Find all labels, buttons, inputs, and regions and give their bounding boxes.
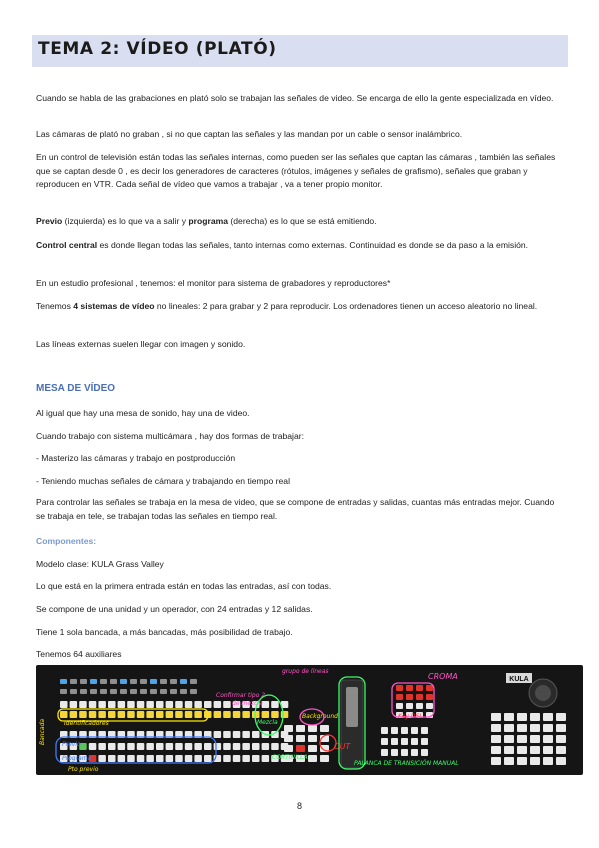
mixer-crosspoint-button xyxy=(79,701,87,708)
mixer-crosspoint-button xyxy=(89,701,97,708)
mixer-button-top xyxy=(130,679,137,684)
mixer-crosspoint-button xyxy=(242,743,250,750)
mixer-transition-button xyxy=(308,745,317,752)
mixer-transition-button xyxy=(308,755,317,762)
componentes-bancada: Tiene 1 sola bancada, a más bancadas, más posibilidad de trabajo. xyxy=(36,627,293,637)
paragraph-previo xyxy=(36,215,564,229)
mixer-crosspoint-button xyxy=(214,731,222,738)
mixer-panel-button xyxy=(543,713,553,721)
mesa-paragraph-2: Cuando trabajo con sistema multicámara , hay dos formas de trabajar: xyxy=(36,431,304,441)
annotation-confirmar: Confirmar tipo 2 xyxy=(216,692,266,699)
mixer-crosspoint-button xyxy=(166,701,174,708)
mixer-crosspoint-button xyxy=(204,743,212,750)
mixer-crosspoint-button xyxy=(175,701,183,708)
mixer-button-top xyxy=(140,689,147,694)
annotation-cortinilla: CORTINILLA xyxy=(272,754,308,761)
annotation-grupo-lineas: grupo de líneas xyxy=(282,668,329,675)
mixer-crosspoint-button xyxy=(118,701,126,708)
mixer-dsk-button xyxy=(411,749,418,756)
mixer-button-top xyxy=(100,689,107,694)
mixer-button-top xyxy=(60,689,67,694)
mixer-crosspoint-button xyxy=(185,711,193,718)
annotation-de-mezcla: de mezcla xyxy=(232,700,263,707)
mesa-paragraph-3: Para controlar las señales se trabaja en la mesa de video, que se compone de entradas y salidas, cuantas más entradas mejor. Cuando se trabaja en tele, se trabajan todas las señales en tiempo real. xyxy=(36,497,555,521)
mixer-panel-button xyxy=(543,757,553,765)
mixer-crosspoint-button xyxy=(194,743,202,750)
paragraph-estudio: En un estudio profesional , tenemos: el monitor para sistema de grabadores y reproductores* xyxy=(36,278,391,288)
mixer-keyer-button xyxy=(426,703,433,709)
mixer-crosspoint-button xyxy=(262,755,270,762)
brand-tag xyxy=(506,673,532,683)
mixer-crosspoint-button xyxy=(194,755,202,762)
annotation-key-dsl: Key DSL xyxy=(398,713,423,720)
sistemas-rest: no lineales: 2 para grabar y 2 para reproducir. Los ordenadores tienen un acceso aleatorio no lineal. xyxy=(154,301,538,311)
sistemas-bold: 4 sistemas de vídeo xyxy=(73,301,155,311)
mixer-crosspoint-button xyxy=(242,731,250,738)
mixer-keyer-button xyxy=(426,694,433,700)
mixer-crosspoint-button xyxy=(233,755,241,762)
paragraph-control: En un control de televisión están todas las señales internas, como pueden ser las señales que captan las cámaras , también las señales que se captan desde 0 , es decir los generadores de caracteres (rótulos, imágenes y señales de grafismo), señales que graban y reproducen en VTR. Cada señal de vídeo que vamos a trabajar , va a tener propio monitor. xyxy=(36,152,556,189)
mixer-crosspoint-button xyxy=(175,743,183,750)
mixer-crosspoint-button xyxy=(98,701,106,708)
mixer-keyer-button xyxy=(416,703,423,709)
mixer-crosspoint-button xyxy=(252,743,260,750)
mixer-keyer-button xyxy=(406,685,413,691)
mixer-crosspoint-button xyxy=(281,711,289,718)
mixer-crosspoint-button xyxy=(146,701,154,708)
previo-bold: Previo xyxy=(36,216,63,226)
mixer-transition-button xyxy=(296,735,305,742)
mixer-panel-button xyxy=(491,757,501,765)
mixer-keyer-button xyxy=(396,703,403,709)
mixer-keyer-button xyxy=(406,694,413,700)
componentes-unidad: Se compone de una unidad y un operador, con 24 entradas y 12 salidas. xyxy=(36,604,313,614)
title-bar xyxy=(32,35,568,67)
annotation-cut: CUT xyxy=(334,742,351,751)
mixer-keyer-button xyxy=(396,685,403,691)
mixer-dsk-button xyxy=(391,749,398,756)
annotation-bancada: Bancada xyxy=(39,718,46,745)
mixer-dsk-button xyxy=(421,738,428,745)
mixer-button-top xyxy=(60,679,67,684)
mixer-panel-button xyxy=(556,713,566,721)
mixer-crosspoint-button xyxy=(242,711,250,718)
mixer-panel-button xyxy=(530,757,540,765)
mixer-panel-button xyxy=(530,746,540,754)
mixer-crosspoint-button xyxy=(175,755,183,762)
mixer-crosspoint-button xyxy=(70,711,78,718)
mixer-dsk-button xyxy=(381,727,388,734)
annotation-previo: Previo xyxy=(62,741,81,748)
mixer-crosspoint-button xyxy=(137,711,145,718)
mixer-crosspoint-button xyxy=(108,711,116,718)
mixer-dsk-button xyxy=(421,727,428,734)
paragraph-sistemas xyxy=(36,300,564,314)
mixer-crosspoint-button xyxy=(118,743,126,750)
mixer-crosspoint-button xyxy=(262,743,270,750)
mixer-crosspoint-button xyxy=(194,711,202,718)
mixer-panel-button xyxy=(504,757,514,765)
mixer-panel-button xyxy=(543,735,553,743)
mixer-button-top xyxy=(160,689,167,694)
page-number: 8 xyxy=(296,801,302,811)
mixer-crosspoint-button xyxy=(166,755,174,762)
mixer-crosspoint-button xyxy=(89,711,97,718)
mixer-crosspoint-button xyxy=(118,711,126,718)
mixer-panel-button xyxy=(517,735,527,743)
mixer-crosspoint-button xyxy=(127,743,135,750)
mixer-crosspoint-button xyxy=(127,711,135,718)
mixer-dsk-button xyxy=(401,727,408,734)
previo-mid: (izquierda) es lo que va a salir y xyxy=(62,216,189,226)
mixer-crosspoint-button xyxy=(223,743,231,750)
mixer-crosspoint-button xyxy=(146,711,154,718)
mixer-crosspoint-button xyxy=(60,711,68,718)
mixer-crosspoint-button xyxy=(108,701,116,708)
mixer-crosspoint-button xyxy=(79,711,87,718)
mixer-transition-button xyxy=(308,735,317,742)
mixer-button-top xyxy=(150,689,157,694)
mixer-crosspoint-button xyxy=(262,711,270,718)
mixer-panel-button xyxy=(556,757,566,765)
mixer-crosspoint-button xyxy=(98,755,106,762)
video-mixer-photo xyxy=(36,665,583,775)
mixer-button-top xyxy=(190,679,197,684)
mixer-crosspoint-button xyxy=(137,755,145,762)
mixer-transition-button xyxy=(284,725,293,732)
paragraph-intro: Cuando se habla de las grabaciones en plató solo se trabajan las señales de video. Se encarga de ello la gente especializada en vídeo. xyxy=(36,93,554,103)
mixer-panel-button xyxy=(491,724,501,732)
mixer-panel-button xyxy=(504,746,514,754)
mixer-crosspoint-button xyxy=(127,701,135,708)
mixer-button-top xyxy=(70,679,77,684)
mixer-crosspoint-button xyxy=(214,701,222,708)
mixer-button-top xyxy=(140,679,147,684)
mixer-button-top xyxy=(130,689,137,694)
mixer-dsk-button xyxy=(381,738,388,745)
mixer-button-top xyxy=(180,689,187,694)
mixer-crosspoint-button xyxy=(156,743,164,750)
mixer-crosspoint-button xyxy=(175,711,183,718)
paragraph-lineas: Las líneas externas suelen llegar con imagen y sonido. xyxy=(36,339,246,349)
mixer-crosspoint-button xyxy=(98,711,106,718)
annotation-croma: CROMA xyxy=(428,672,458,681)
paragraph-camaras: Las cámaras de plató no graban , si no que captan las señales y las mandan por un cable o sensor inalámbrico. xyxy=(36,129,463,139)
mixer-panel-button xyxy=(543,746,553,754)
mixer-dsk-button xyxy=(411,727,418,734)
mixer-panel-button xyxy=(504,713,514,721)
mixer-keyer-button xyxy=(426,685,433,691)
mixer-dsk-button xyxy=(391,738,398,745)
mixer-dsk-button xyxy=(401,749,408,756)
mixer-button-top xyxy=(70,689,77,694)
mixer-transition-button xyxy=(296,745,305,752)
svg-text:KULA: KULA xyxy=(509,676,529,683)
mixer-transition-button xyxy=(284,735,293,742)
mixer-crosspoint-button xyxy=(185,743,193,750)
mixer-keyer-button xyxy=(416,694,423,700)
joystick xyxy=(529,679,557,707)
annotation-identificadores: Identificadores xyxy=(64,720,109,727)
mixer-crosspoint-button xyxy=(242,755,250,762)
mixer-panel-button xyxy=(530,713,540,721)
mixer-button-top xyxy=(110,689,117,694)
mixer-keyer-button xyxy=(416,685,423,691)
componentes-heading: Componentes: xyxy=(36,536,97,546)
mixer-button-top xyxy=(90,679,97,684)
mixer-crosspoint-button xyxy=(223,731,231,738)
componentes-entradas: Lo que está en la primera entrada están en todas las entradas, así con todas. xyxy=(36,581,332,591)
annotation-palanca: PALANCA DE TRANSICIÓN MANUAL xyxy=(354,760,459,767)
mesa-bullet-1: - Masterizo las cámaras y trabajo en postproducción xyxy=(36,453,236,463)
mesa-heading: MESA DE VÍDEO xyxy=(36,383,116,394)
programa-bold: programa xyxy=(188,216,229,226)
mixer-transition-button xyxy=(308,725,317,732)
mixer-button-top xyxy=(110,679,117,684)
mixer-button-top xyxy=(120,679,127,684)
mixer-keyer-button xyxy=(406,703,413,709)
mixer-panel-button xyxy=(517,757,527,765)
mixer-button-top xyxy=(120,689,127,694)
mixer-crosspoint-button xyxy=(204,755,212,762)
mixer-panel-button xyxy=(556,724,566,732)
annotation-background: Background xyxy=(302,713,338,720)
componentes-modelo: Modelo clase: KULA Grass Valley xyxy=(36,559,164,569)
mixer-crosspoint-button xyxy=(204,701,212,708)
mixer-crosspoint-button xyxy=(271,743,279,750)
mixer-button-top xyxy=(190,689,197,694)
mixer-crosspoint-button xyxy=(127,755,135,762)
mixer-dsk-button xyxy=(401,738,408,745)
mixer-fader xyxy=(341,680,363,768)
mixer-panel-button xyxy=(530,724,540,732)
mixer-crosspoint-button xyxy=(233,731,241,738)
mixer-panel-button xyxy=(491,735,501,743)
mixer-crosspoint-button xyxy=(146,743,154,750)
mesa-paragraph-1: Al igual que hay una mesa de sonido, hay una de video. xyxy=(36,408,250,418)
control-central-rest: es donde llegan todas las señales, tanto internas como externas. Continuidad es donde se da paso a la emisión. xyxy=(97,240,529,250)
mixer-button-top xyxy=(80,679,87,684)
mixer-crosspoint-button xyxy=(108,755,116,762)
mixer-crosspoint-button xyxy=(156,711,164,718)
mixer-panel-button xyxy=(504,724,514,732)
mixer-crosspoint-button xyxy=(223,711,231,718)
mixer-transition-button xyxy=(284,745,293,752)
mixer-crosspoint-button xyxy=(214,711,222,718)
control-central-bold: Control central xyxy=(36,240,98,250)
paragraph-control-central xyxy=(36,239,564,253)
mixer-crosspoint-button xyxy=(233,743,241,750)
mixer-crosspoint-button xyxy=(60,701,68,708)
mixer-crosspoint-button xyxy=(118,755,126,762)
mixer-button-top xyxy=(170,689,177,694)
mixer-button-top xyxy=(100,679,107,684)
mixer-dsk-button xyxy=(411,738,418,745)
mixer-panel-button xyxy=(491,746,501,754)
mixer-crosspoint-button xyxy=(185,755,193,762)
mesa-bullet-2: - Teniendo muchas señales de cámara y trabajando en tiempo real xyxy=(36,476,290,486)
mixer-keyer-button xyxy=(396,694,403,700)
video-mixer-illustration xyxy=(36,665,583,775)
mixer-panel-button xyxy=(517,713,527,721)
sistemas-start: Tenemos xyxy=(36,301,74,311)
mixer-panel-button xyxy=(530,735,540,743)
annotation-pto-previo: Pto previo xyxy=(68,766,99,773)
mixer-crosspoint-button xyxy=(156,701,164,708)
mixer-crosspoint-button xyxy=(166,711,174,718)
mixer-crosspoint-button xyxy=(185,701,193,708)
mixer-crosspoint-button xyxy=(233,711,241,718)
mixer-crosspoint-button xyxy=(214,743,222,750)
page-title: TEMA 2: VÍDEO (PLATÓ) xyxy=(38,39,277,59)
mixer-button-top xyxy=(170,679,177,684)
mixer-transition-button xyxy=(320,725,329,732)
annotation-programa: Programa xyxy=(62,755,92,762)
mixer-crosspoint-button xyxy=(166,743,174,750)
mixer-panel-button xyxy=(517,746,527,754)
previo-end: (derecha) es lo que se está emitiendo. xyxy=(228,216,377,226)
mixer-crosspoint-button xyxy=(194,701,202,708)
mixer-panel-button xyxy=(517,724,527,732)
mixer-button-top xyxy=(160,679,167,684)
mixer-crosspoint-button xyxy=(146,755,154,762)
mixer-dsk-button xyxy=(391,727,398,734)
mixer-crosspoint-button xyxy=(156,755,164,762)
mixer-crosspoint-button xyxy=(252,755,260,762)
mixer-transition-button xyxy=(296,725,305,732)
mixer-crosspoint-button xyxy=(223,701,231,708)
mixer-panel-button xyxy=(543,724,553,732)
mixer-crosspoint-button xyxy=(137,743,145,750)
mixer-dsk-button xyxy=(421,749,428,756)
mixer-button-top xyxy=(80,689,87,694)
mixer-button-top xyxy=(90,689,97,694)
mixer-panel-button xyxy=(556,746,566,754)
mixer-buttons xyxy=(60,679,566,765)
mixer-dsk-button xyxy=(381,749,388,756)
annotation-mezcla: Mezcla xyxy=(257,719,278,726)
mixer-crosspoint-button xyxy=(271,711,279,718)
mixer-crosspoint-button xyxy=(252,731,260,738)
mixer-button-top xyxy=(180,679,187,684)
mixer-crosspoint-button xyxy=(271,701,279,708)
mixer-panel-button xyxy=(556,735,566,743)
mixer-crosspoint-button xyxy=(108,743,116,750)
mixer-crosspoint-button xyxy=(70,701,78,708)
mixer-transition-button xyxy=(320,755,329,762)
componentes-auxiliares: Tenemos 64 auxiliares xyxy=(36,649,122,659)
mixer-button-top xyxy=(150,679,157,684)
mixer-crosspoint-button xyxy=(137,701,145,708)
mixer-crosspoint-button xyxy=(89,743,97,750)
mixer-panel-button xyxy=(491,713,501,721)
mixer-crosspoint-button xyxy=(98,743,106,750)
mixer-crosspoint-button xyxy=(223,755,231,762)
mixer-panel-button xyxy=(504,735,514,743)
